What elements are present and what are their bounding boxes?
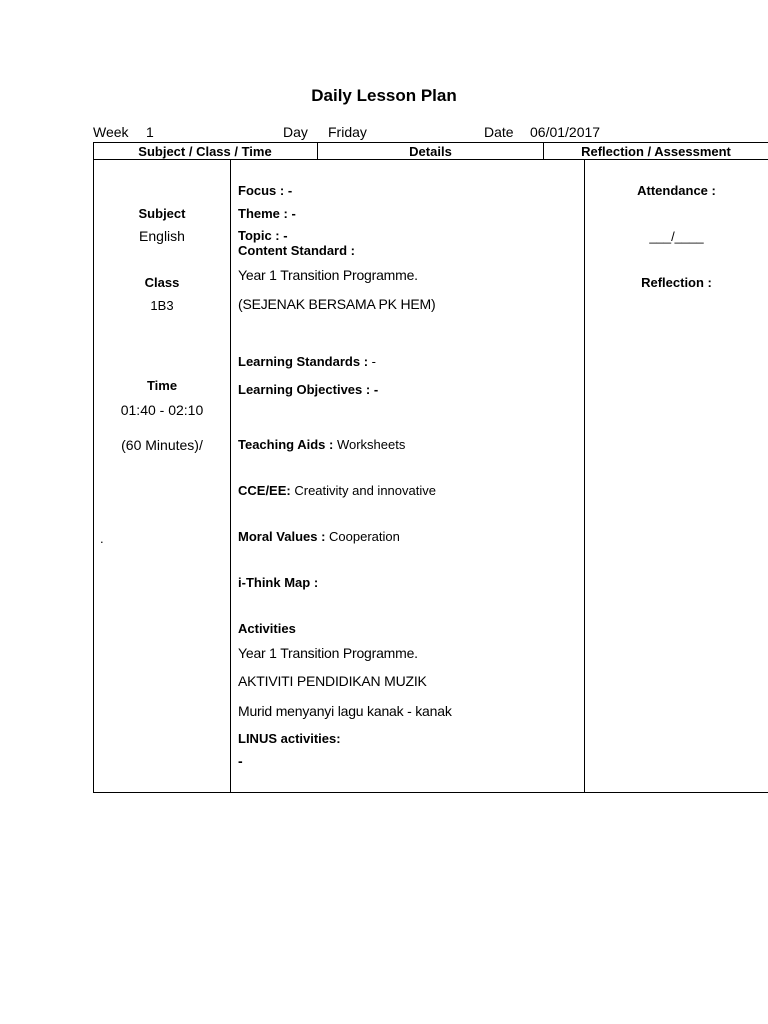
linus-label: LINUS activities: [238, 731, 341, 746]
subject-value: English [139, 228, 185, 244]
teaching-aids-label: Teaching Aids : [238, 437, 334, 452]
learning-objectives-line: Learning Objectives : - [238, 382, 379, 397]
time-label: Time [146, 378, 178, 393]
table-top-border [93, 142, 768, 143]
activity-line-1: Year 1 Transition Programme. [238, 645, 418, 661]
activities-label: Activities [238, 621, 296, 636]
page-title: Daily Lesson Plan [311, 86, 457, 105]
week-label: Week [93, 124, 129, 140]
cce-value: Creativity and innovative [290, 483, 436, 498]
topic-line: Topic : - [238, 228, 288, 243]
header-bottom-border [93, 159, 768, 160]
learning-standards-label: Learning Standards : [238, 354, 369, 369]
subject-label: Subject [138, 206, 186, 221]
theme-line: Theme : - [238, 206, 296, 221]
ithink-map-line: i-Think Map : [238, 575, 319, 590]
teaching-aids-value: Worksheets [333, 437, 406, 452]
content-standard-line-1: Year 1 Transition Programme. [238, 267, 418, 283]
attendance-value: ___/____ [649, 229, 704, 244]
linus-value: - [238, 753, 243, 769]
header-subject-class-time: Subject / Class / Time [138, 144, 272, 159]
day-value: Friday [328, 124, 367, 140]
time-value: 01:40 - 02:10 [120, 402, 204, 418]
focus-line: Focus : - [238, 183, 293, 198]
reflection-label: Reflection : [641, 275, 712, 290]
activity-line-2: AKTIVITI PENDIDIKAN MUZIK [238, 673, 427, 689]
header-details: Details [409, 144, 452, 159]
header-reflection-assessment: Reflection / Assessment [581, 144, 731, 159]
attendance-label: Attendance : [637, 183, 716, 198]
teaching-aids-line [238, 437, 405, 452]
class-value: 1B3 [150, 298, 174, 313]
day-label: Day [283, 124, 308, 140]
table-bottom-border [93, 792, 768, 793]
cce-line [238, 483, 436, 498]
cce-label: CCE/EE: [238, 483, 291, 498]
date-value: 06/01/2017 [530, 124, 601, 140]
duration-value: (60 Minutes)/ [121, 437, 203, 453]
body-divider-1 [230, 159, 231, 793]
week-value: 1 [146, 124, 154, 140]
class-label: Class [144, 275, 180, 290]
moral-values-label: Moral Values : [238, 529, 326, 544]
content-standard-line-2: (SEJENAK BERSAMA PK HEM) [238, 296, 436, 312]
body-divider-2 [584, 159, 585, 793]
learning-standards-value: - [368, 354, 376, 369]
moral-values-value: Cooperation [325, 529, 400, 544]
stray-dot: . [100, 531, 104, 546]
learning-standards-line [238, 354, 376, 369]
moral-values-line [238, 529, 400, 544]
content-standard-label: Content Standard : [238, 243, 355, 258]
date-label: Date [484, 124, 514, 140]
activity-line-3: Murid menyanyi lagu kanak - kanak [238, 703, 452, 719]
